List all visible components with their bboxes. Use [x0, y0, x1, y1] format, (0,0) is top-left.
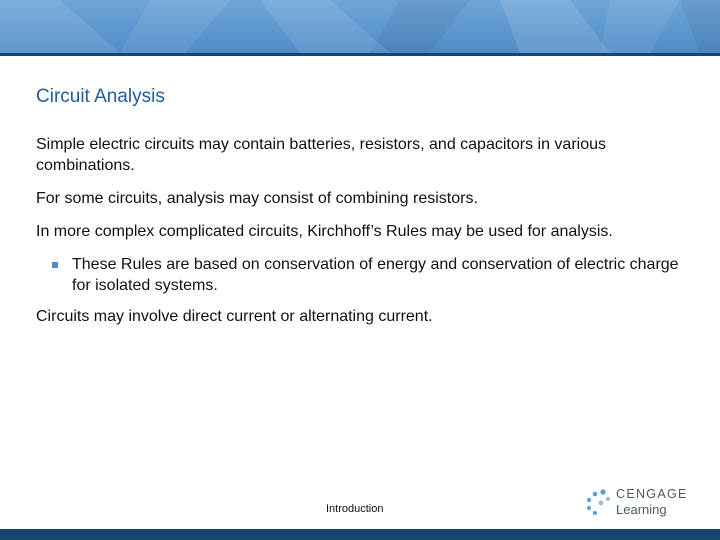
- footer-bar: [0, 529, 720, 540]
- sub-bullet-conservation: [72, 254, 686, 296]
- sub-bullet-text: These Rules are based on conservation of energy and conservation of electric charge for isolated systems.: [72, 256, 679, 294]
- banner-rule: [0, 53, 720, 56]
- paragraph-simple-circuits: Simple electric circuits may contain batteries, resistors, and capacitors in various combinations.: [36, 136, 606, 174]
- cengage-logo: [584, 485, 694, 521]
- logo-wordmark-line1: CENGAGE: [616, 487, 688, 501]
- square-bullet-icon: [52, 262, 58, 268]
- footer-section-label: Introduction: [326, 503, 384, 515]
- slide-title: Circuit Analysis: [36, 86, 165, 107]
- header-banner: [0, 0, 720, 53]
- banner-decoration: [0, 0, 720, 53]
- paragraph-current-types: Circuits may involve direct current or alternating current.: [36, 308, 433, 325]
- paragraph-combining-resistors: For some circuits, analysis may consist of combining resistors.: [36, 190, 478, 207]
- paragraph-kirchhoff-rules: In more complex complicated circuits, Kirchhoff’s Rules may be used for analysis.: [36, 223, 613, 240]
- logo-wordmark-line2: Learning: [616, 502, 667, 517]
- cengage-dots-icon: [584, 488, 612, 516]
- slide-body: [36, 134, 686, 339]
